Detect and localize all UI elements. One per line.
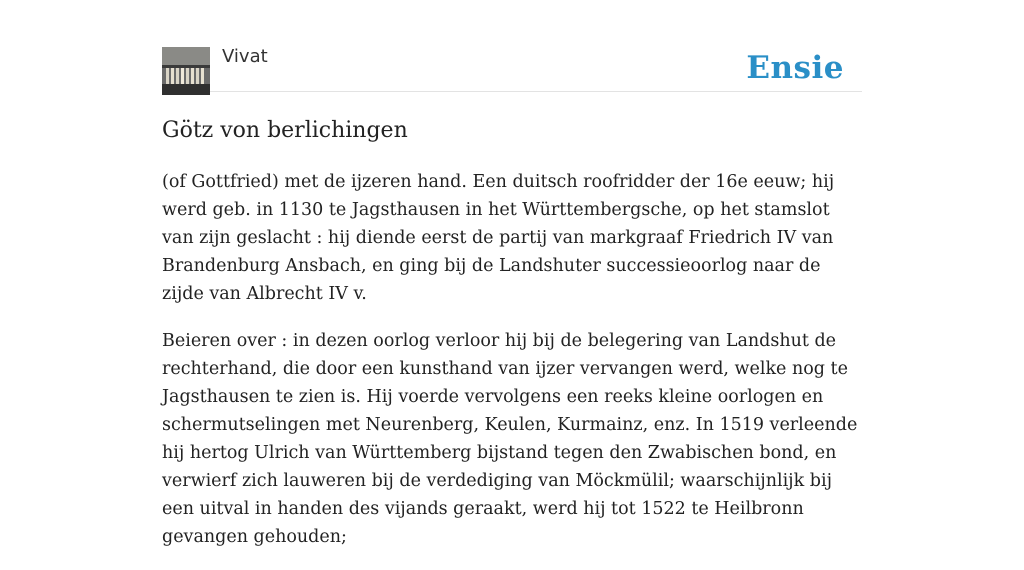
page-header: [162, 0, 862, 92]
avatar-photo-icon[interactable]: [162, 47, 210, 95]
page-title: Götz von berlichingen: [162, 118, 408, 143]
avatar-image: [162, 47, 210, 95]
author-name[interactable]: Vivat: [222, 46, 268, 67]
article-body: [162, 168, 862, 570]
article-paragraph: Beieren over : in dezen oorlog verloor hij bij de belegering van Landshut de rechterhand, die door een kunsthand van ijzer vervangen werd, welke nog te Jagsthausen te zien is. Hij voerde vervolgens een reeks kleine oorlogen en schermutselingen met Neurenberg, Keulen, Kurmainz, enz. In 1519 verleende hij hertog Ulrich van Württemberg bijstand tegen den Zwabischen bond, en verwierf zich lauweren bij de verdediging van Möckmülil; waarschijnlijk bij een uitval in handen des vijands geraakt, werd hij tot 1522 te Heilbronn gevangen gehouden;: [162, 331, 858, 547]
page-container: [162, 0, 862, 547]
brand-logo[interactable]: Ensie: [746, 50, 844, 86]
article-paragraph: (of Gottfried) met de ijzeren hand. Een duitsch roofridder der 16e eeuw; hij werd geb. in 1130 te Jagsthausen in het Württembergsche, op het stamslot van zijn geslacht : hij diende eerst de partij van markgraaf Friedrich IV van Brandenburg Ansbach, en ging bij de Landshuter successieoorlog naar de zijde van Albrecht IV v.: [162, 172, 835, 304]
